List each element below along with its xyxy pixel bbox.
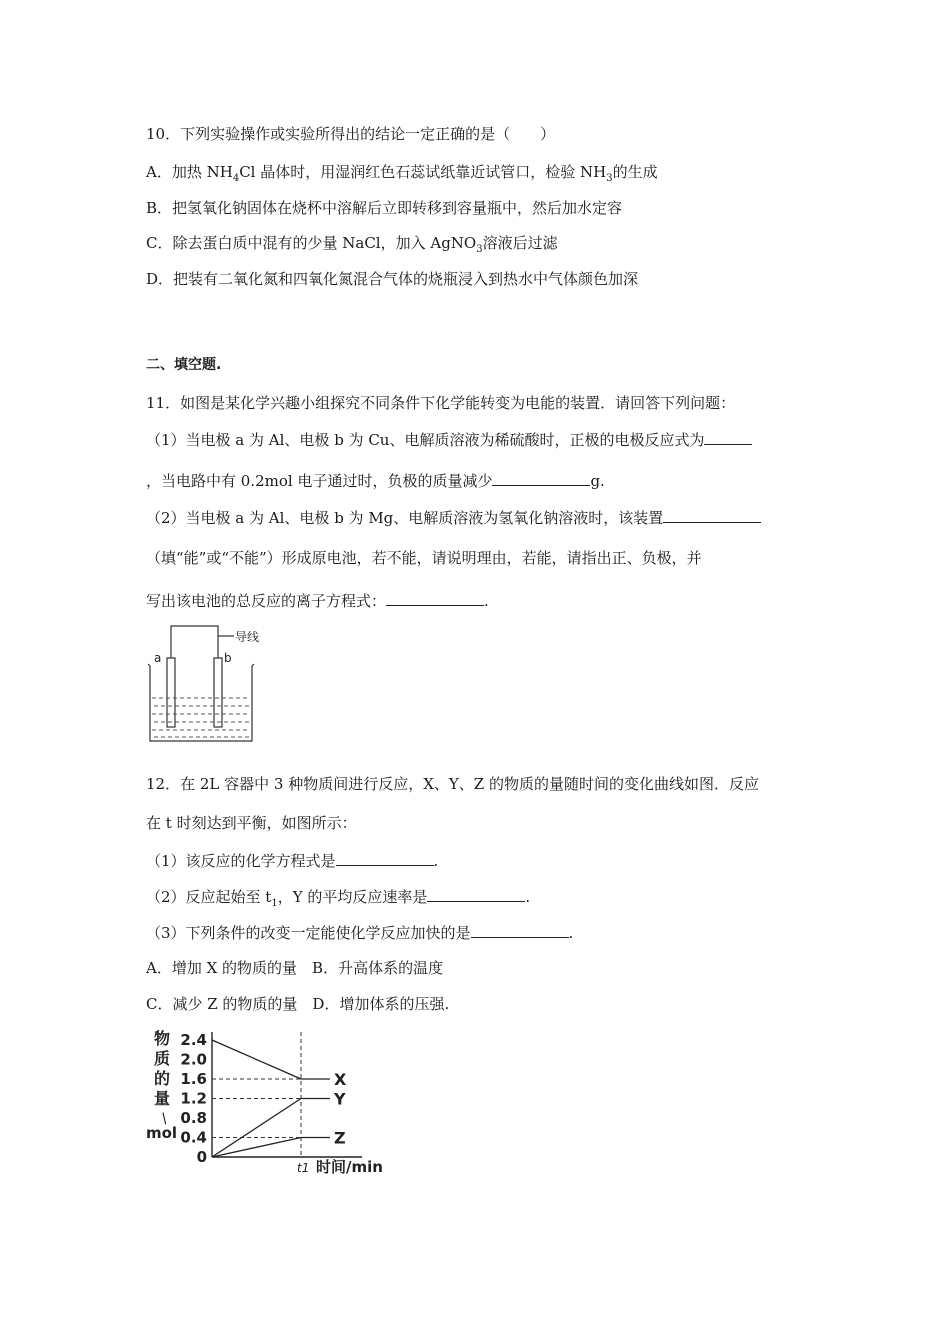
beaker	[148, 664, 254, 741]
electrode-a-label: a	[154, 651, 162, 665]
answer-blank[interactable]	[427, 886, 525, 902]
y-axis-label-char: 物	[154, 1029, 171, 1048]
y-tick-label: 0.4	[180, 1128, 207, 1147]
q12-options-ab: A．增加 X 的物质的量 B．升高体系的温度	[146, 959, 444, 977]
answer-blank[interactable]	[492, 470, 590, 486]
electrode-b-label: b	[224, 651, 232, 665]
answer-blank[interactable]	[386, 590, 484, 606]
q10-option-a: A．加热 $NH_4Cl$ 晶体时，用湿润红色石蕊试纸靠近试管口，检验 $NH_3$的生成	[146, 163, 658, 184]
series-z-line	[212, 1138, 301, 1158]
q10-option-c: C．除去蛋白质中混有的少量 NaCl，加入 AgNO$_3$溶液后过滤	[146, 234, 558, 255]
q12-stem-line2: 在 t 时刻达到平衡，如图所示：	[146, 814, 357, 832]
q12-part1: （1）该反应的化学方程式是 .	[146, 852, 439, 870]
y-tick-label: 1.2	[180, 1089, 207, 1108]
q10-option-d: D．把装有二氧化氮和四氧化氮混合气体的烧瓶浸入到热水中气体颜色加深	[146, 270, 639, 288]
electrode-a	[167, 658, 175, 727]
series-x-line	[212, 1040, 301, 1079]
series-y-label: Y	[334, 1089, 346, 1109]
y-axis-label-unit: mol	[146, 1124, 178, 1142]
y-axis-label-slash: /	[158, 1110, 171, 1127]
q11-part2-line3: 写出该电池的总反应的离子方程式： .	[146, 592, 489, 610]
section-title: 二、填空题.	[146, 357, 222, 373]
answer-blank[interactable]	[471, 922, 569, 938]
q12-options-cd: C．减少 Z 的物质的量 D．增加体系的压强.	[146, 995, 450, 1013]
series-x-label: X	[334, 1070, 347, 1089]
series-z-label: Z	[334, 1128, 346, 1148]
wire-label: 导线	[235, 630, 260, 644]
amount-vs-time-chart	[140, 1026, 400, 1182]
y-tick-label: 2.4	[180, 1031, 207, 1049]
y-tick-label: 0	[196, 1148, 207, 1166]
answer-blank[interactable]	[336, 850, 434, 866]
q12-stem-line1: 12．在 2L 容器中 3 种物质间进行反应，X、Y、Z 的物质的量随时间的变化曲线如图．反应	[146, 775, 759, 793]
q11-part1-line1: （1）当电极 a 为 Al、电极 b 为 Cu、电解质溶液为稀硫酸时，正极的电极反应式为	[146, 429, 752, 450]
electrode-b	[214, 658, 222, 727]
y-tick-label: 0.8	[180, 1109, 207, 1127]
q11-part1-line2: ，当电路中有 0.2mol 电子通过时，负极的质量减少 g.	[146, 472, 605, 490]
y-axis-label-char: 的	[154, 1069, 171, 1088]
q10-option-b: B．把氢氧化钠固体在烧杯中溶解后立即转移到容量瓶中，然后加水定容	[146, 199, 623, 217]
y-tick-label: 1.6	[180, 1070, 207, 1088]
q12-part3: （3）下列条件的改变一定能使化学反应加快的是 .	[146, 924, 574, 942]
y-axis-label	[146, 1029, 177, 1142]
answer-blank[interactable]	[704, 429, 752, 445]
q12-part2: （2）反应起始至 $t_1$，Y 的平均反应速率是 .	[146, 888, 531, 909]
wire	[171, 626, 218, 658]
q11-part2-line1: （2）当电极 a 为 Al、电极 b 为 Mg、电解质溶液为氢氧化钠溶液时，该装置	[146, 507, 761, 528]
answer-blank[interactable]	[663, 507, 761, 523]
galvanic-cell-figure	[142, 622, 267, 746]
series-y-line	[212, 1099, 301, 1158]
x-axis-label: 时间/min	[316, 1158, 383, 1176]
q11-part2-line2: （填“能”或“不能”）形成原电池，若不能，请说明理由，若能，请指出正、负极，并	[146, 549, 702, 567]
q11-stem: 11．如图是某化学兴趣小组探究不同条件下化学能转变为电能的装置．请回答下列问题：	[146, 394, 736, 412]
q10-stem: 10．下列实验操作或实验所得出的结论一定正确的是（ ）	[146, 125, 556, 143]
y-tick-label: 2.0	[180, 1050, 207, 1069]
y-axis-label-char: 量	[154, 1089, 171, 1108]
y-axis-label-char: 质	[154, 1049, 171, 1068]
x-tick-label: t1	[297, 1161, 310, 1175]
